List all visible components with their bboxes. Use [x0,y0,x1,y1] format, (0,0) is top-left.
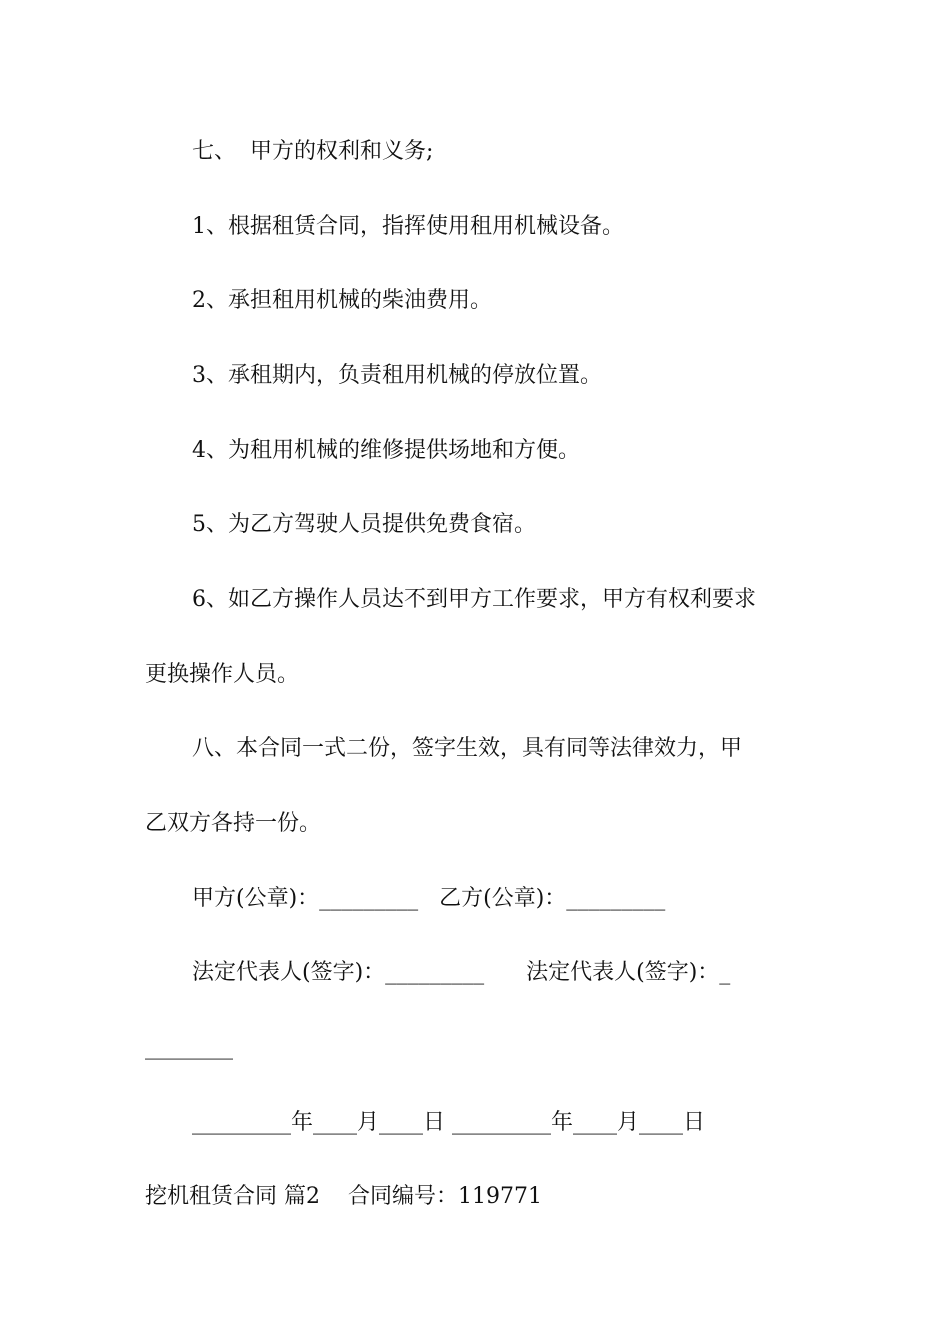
clause-7-6-continued: 更换操作人员。 [145,662,300,687]
clause-7-1: 1、根据租赁合同，指挥使用租用机械设备。 [192,214,624,239]
party-seal-line: 甲方(公章)：_________ 乙方(公章)：_________ [192,886,666,911]
section-8-continued: 乙双方各持一份。 [145,811,322,836]
contract-title-number: 挖机租赁合同 篇2 合同编号：119771 [145,1184,542,1209]
section-heading-7: 七、 甲方的权利和义务; [192,139,434,164]
clause-7-3: 3、承租期内，负责租用机械的停放位置。 [192,363,602,388]
legal-representative-line: 法定代表人(签字)：_________ 法定代表人(签字)：_ [192,960,731,985]
clause-7-5: 5、为乙方驾驶人员提供免费食宿。 [192,512,536,537]
date-line: _________年____月____日 _________年____月____日 [192,1110,705,1135]
clause-7-4: 4、为租用机械的维修提供场地和方便。 [192,438,580,463]
clause-7-2: 2、承担租用机械的柴油费用。 [192,288,492,313]
signature-blank-continued: ________ [145,1035,233,1060]
section-8: 八、本合同一式二份，签字生效，具有同等法律效力，甲 [192,736,743,761]
clause-7-6: 6、如乙方操作人员达不到甲方工作要求，甲方有权利要求 [192,587,756,612]
